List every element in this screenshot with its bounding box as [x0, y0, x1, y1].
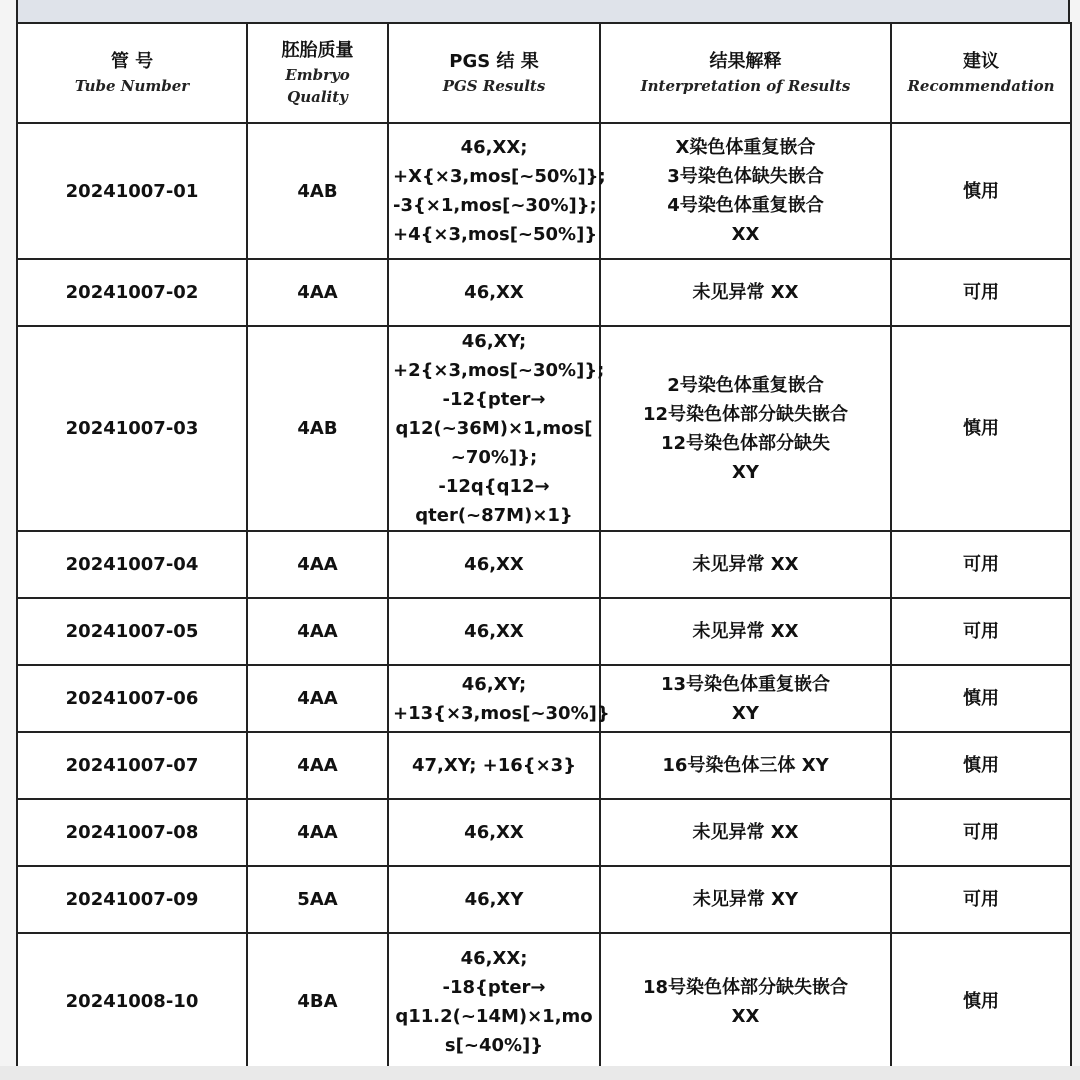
recommendation-cell: 慎用: [891, 933, 1071, 1070]
pgs-result-cell-line: +4{×3,mos[~50%]}: [393, 224, 598, 245]
interpretation-cell: [600, 259, 891, 326]
embryo-quality-cell: 4AB: [247, 123, 388, 259]
pgs-result-cell-line: 46,XX;: [460, 137, 528, 158]
recommendation-cell: 可用: [891, 866, 1071, 933]
col-header-tube-number: [17, 23, 247, 123]
interpretation-cell: [600, 598, 891, 665]
table-row: [17, 326, 1071, 531]
recommendation-cell: 慎用: [891, 665, 1071, 732]
col-header-en: PGS Results: [442, 77, 546, 95]
pgs-result-cell-line: 46,XY: [464, 889, 524, 910]
interpretation-cell-line: 12号染色体部分缺失: [660, 432, 831, 454]
pgs-result-cell-line: q12(~36M)×1,mos[: [395, 418, 593, 439]
recommendation-cell: 可用: [891, 799, 1071, 866]
embryo-quality-cell: 4AA: [247, 259, 388, 326]
col-header-zh: 结果解释: [709, 51, 782, 72]
embryo-quality-cell: 4AA: [247, 799, 388, 866]
table-row: [17, 259, 1071, 326]
col-header-en: Recommendation: [907, 77, 1055, 95]
pgs-result-cell-line: +13{×3,mos[~30%]}: [393, 702, 610, 724]
pgs-result-cell-line: 46,XX: [464, 282, 524, 303]
table-row: [17, 665, 1071, 732]
embryo-quality-cell: 4AA: [247, 665, 388, 732]
recommendation-cell: 可用: [891, 259, 1071, 326]
tube-number-cell: 20241007-01: [17, 123, 247, 259]
embryo-quality-cell: 4AA: [247, 531, 388, 598]
interpretation-cell: [600, 665, 891, 732]
interpretation-cell: [600, 866, 891, 933]
pgs-results-table: [16, 22, 1072, 1071]
embryo-quality-cell: 4AA: [247, 598, 388, 665]
interpretation-cell-line: 16号染色体三体 XY: [662, 755, 829, 776]
tube-number-cell: 20241007-02: [17, 259, 247, 326]
pgs-result-cell-line: q11.2(~14M)×1,mo: [395, 1005, 593, 1027]
interpretation-cell-line: 未见异常 XX: [692, 621, 799, 642]
tube-number-cell: 20241007-03: [17, 326, 247, 531]
col-header-pgs-results: [388, 23, 600, 123]
pgs-result-cell-line: -12{pter→: [442, 389, 546, 410]
recommendation-cell: 慎用: [891, 123, 1071, 259]
col-header-zh: 胚胎质量: [281, 40, 354, 61]
tube-number-cell: 20241007-06: [17, 665, 247, 732]
tube-number-cell: 20241007-08: [17, 799, 247, 866]
interpretation-cell-line: 未见异常 XY: [692, 889, 799, 910]
pgs-result-cell: [388, 866, 600, 933]
interpretation-cell-line: XX: [731, 1005, 760, 1027]
col-header-en: Embryo: [285, 66, 350, 84]
interpretation-cell: [600, 732, 891, 799]
col-header-recommendation: [891, 23, 1071, 123]
recommendation-cell: 慎用: [891, 732, 1071, 799]
table-row: [17, 598, 1071, 665]
pgs-result-cell: [388, 799, 600, 866]
tube-number-cell: 20241008-10: [17, 933, 247, 1070]
pgs-result-cell-line: +X{×3,mos[~50%]};: [393, 166, 606, 187]
col-header-interpretation: [600, 23, 891, 123]
table-row: [17, 531, 1071, 598]
col-header-en: Quality: [287, 88, 348, 106]
table-row: [17, 866, 1071, 933]
interpretation-cell-line: XY: [732, 461, 759, 483]
pgs-result-cell: [388, 598, 600, 665]
col-header-en: Tube Number: [74, 77, 190, 95]
col-header-embryo-quality: [247, 23, 388, 123]
recommendation-cell: 慎用: [891, 326, 1071, 531]
recommendation-cell: 可用: [891, 531, 1071, 598]
pgs-result-cell: [388, 732, 600, 799]
table-row: [17, 732, 1071, 799]
interpretation-cell: [600, 123, 891, 259]
interpretation-cell-line: X染色体重复嵌合: [675, 137, 816, 158]
col-header-zh: 管 号: [110, 51, 154, 72]
bottom-margin: [0, 1066, 1080, 1080]
pgs-result-cell-line: 46,XY;: [461, 331, 527, 352]
pgs-result-cell-line: 46,XX: [464, 621, 524, 642]
pgs-result-cell: [388, 123, 606, 259]
table-row: [17, 123, 1071, 259]
pgs-result-cell: [388, 665, 610, 732]
interpretation-cell-line: XX: [731, 224, 760, 245]
pgs-result-cell: [388, 259, 600, 326]
header-band: [16, 0, 1070, 22]
pgs-result-cell: [388, 531, 600, 598]
tube-number-cell: 20241007-09: [17, 866, 247, 933]
pgs-result-cell: [388, 933, 600, 1070]
interpretation-cell: [600, 933, 891, 1070]
interpretation-cell-line: 18号染色体部分缺失嵌合: [642, 976, 849, 998]
embryo-quality-cell: 4AA: [247, 732, 388, 799]
pgs-result-cell-line: 46,XX;: [460, 947, 528, 969]
table-row: [17, 799, 1071, 866]
table-header-row: [17, 23, 1071, 123]
interpretation-cell-line: 未见异常 XX: [692, 554, 799, 575]
pgs-result-cell-line: qter(~87M)×1}: [415, 505, 573, 526]
report-sheet: [16, 22, 1070, 1066]
pgs-result-cell-line: ~70%]}; -12q{q12→: [438, 447, 550, 497]
col-header-zh: 建议: [963, 51, 999, 72]
interpretation-cell-line: XY: [732, 702, 759, 724]
interpretation-cell: [600, 799, 891, 866]
interpretation-cell-line: 未见异常 XX: [692, 822, 799, 843]
col-header-zh: PGS 结 果: [449, 51, 539, 72]
tube-number-cell: 20241007-04: [17, 531, 247, 598]
interpretation-cell-line: 12号染色体部分缺失嵌合: [642, 403, 849, 425]
tube-number-cell: 20241007-07: [17, 732, 247, 799]
interpretation-cell-line: 13号染色体重复嵌合: [660, 673, 831, 695]
embryo-quality-cell: 4AB: [247, 326, 388, 531]
interpretation-cell: [600, 531, 891, 598]
embryo-quality-cell: 5AA: [247, 866, 388, 933]
pgs-result-cell-line: s[~40%]}: [444, 1034, 544, 1056]
interpretation-cell: [600, 326, 891, 531]
pgs-result-cell-line: 46,XX: [464, 822, 524, 843]
recommendation-cell: 可用: [891, 598, 1071, 665]
interpretation-cell-line: 4号染色体重复嵌合: [667, 195, 824, 216]
tube-number-cell: 20241007-05: [17, 598, 247, 665]
pgs-result-cell-line: 46,XY;: [461, 673, 527, 695]
interpretation-cell-line: 2号染色体重复嵌合: [667, 374, 824, 396]
pgs-result-cell: [388, 326, 605, 531]
table-row: [17, 933, 1071, 1070]
col-header-en: Interpretation of Results: [640, 77, 851, 95]
pgs-result-cell-line: -3{×1,mos[~30%]};: [393, 195, 597, 216]
embryo-quality-cell: 4BA: [247, 933, 388, 1070]
pgs-result-cell-line: +2{×3,mos[~30%]};: [393, 360, 605, 381]
pgs-result-cell-line: 46,XX: [464, 554, 524, 575]
interpretation-cell-line: 3号染色体缺失嵌合: [667, 166, 824, 187]
pgs-result-cell-line: 47,XY; +16{×3}: [411, 755, 577, 776]
pgs-result-cell-line: -18{pter→: [442, 976, 546, 998]
interpretation-cell-line: 未见异常 XX: [692, 282, 799, 303]
